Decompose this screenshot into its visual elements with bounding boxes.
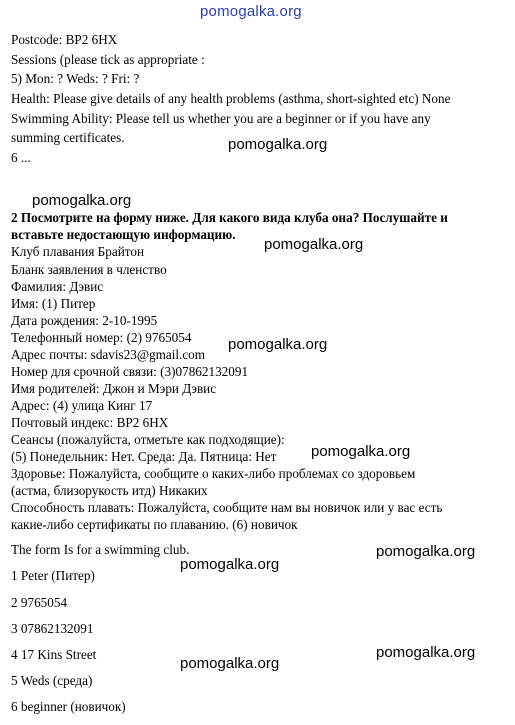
form-ru-line: Адрес почты: sdavis23@gmail.com	[11, 347, 206, 362]
form-ru-line: Номер для срочной связи: (3)07862132091	[11, 364, 249, 379]
postcode-line: Postcode: BP2 6HX	[11, 32, 118, 47]
answer-item: 2 9765054	[11, 595, 68, 610]
form-ru-line: Адрес: (4) улица Кинг 17	[11, 398, 153, 413]
watermark: pomogalka.org	[228, 136, 328, 153]
form-ru-line: Телефонный номер: (2) 9765054	[11, 330, 192, 345]
form-ru-line: Фамилия: Дэвис	[11, 279, 104, 294]
watermark: pomogalka.org	[376, 644, 476, 661]
form-ru-line: Здоровье: Пожалуйста, сообщите о каких-либо проблемах со здоровьем	[11, 466, 416, 481]
answer-item: 6 beginner (новичок)	[11, 699, 126, 714]
answer-item: 1 Peter (Питер)	[11, 568, 95, 583]
form-ru-line: Имя: (1) Питер	[11, 296, 96, 311]
form-ru-line: Бланк заявления в членство	[11, 262, 167, 277]
watermark: pomogalka.org	[228, 336, 328, 353]
form-ru-line: Имя родителей: Джон и Мэри Дэвис	[11, 381, 217, 396]
watermark: pomogalka.org	[264, 236, 364, 253]
watermark: pomogalka.org	[376, 543, 476, 560]
form-ru-line: Почтовый индекс: BP2 6HX	[11, 415, 169, 430]
task-heading-line-2: вставьте недостающую информацию.	[11, 227, 236, 242]
health-line: Health: Please give details of any health problems (asthma, short-sighted etc) None	[11, 91, 451, 106]
task-heading-line-1: 2 Посмотрите на форму ниже. Для какого вида клуба она? Послушайте и	[11, 210, 448, 225]
form-ru-line: Дата рождения: 2-10-1995	[11, 313, 158, 328]
form-ru-line: (5) Понедельник: Нет. Среда: Да. Пятница: Нет	[11, 449, 277, 464]
watermark: pomogalka.org	[32, 192, 132, 209]
answers-intro: The form Is for a swimming club.	[11, 542, 190, 557]
swimming-ability-line-1: Swimming Ability: Please tell us whether you are a beginner or if you have any	[11, 111, 431, 126]
swimming-ability-line-2: summing certificates.	[11, 130, 125, 145]
watermark-top: pomogalka.org	[200, 3, 302, 20]
watermark: pomogalka.org	[180, 556, 280, 573]
answer-item: 5 Weds (среда)	[11, 673, 93, 688]
item-6-line: 6 ...	[11, 150, 31, 165]
answer-item: 3 07862132091	[11, 621, 94, 636]
form-ru-line: Сеансы (пожалуйста, отметьте как подходящие):	[11, 432, 285, 447]
sessions-label: Sessions (please tick as appropriate :	[11, 52, 205, 67]
watermark: pomogalka.org	[180, 655, 280, 672]
form-ru-line: какие-либо сертификаты по плаванию. (6) новичок	[11, 517, 298, 532]
form-ru-line: (астма, близорукость итд) Никаких	[11, 483, 208, 498]
sessions-values: 5) Mon: ? Weds: ? Fri: ?	[11, 71, 140, 86]
form-ru-line: Способность плавать: Пожалуйста, сообщите нам вы новичок или у вас есть	[11, 500, 443, 515]
form-ru-line: Клуб плавания Брайтон	[11, 244, 144, 259]
watermark: pomogalka.org	[311, 443, 411, 460]
answer-item: 4 17 Kins Street	[11, 647, 97, 662]
